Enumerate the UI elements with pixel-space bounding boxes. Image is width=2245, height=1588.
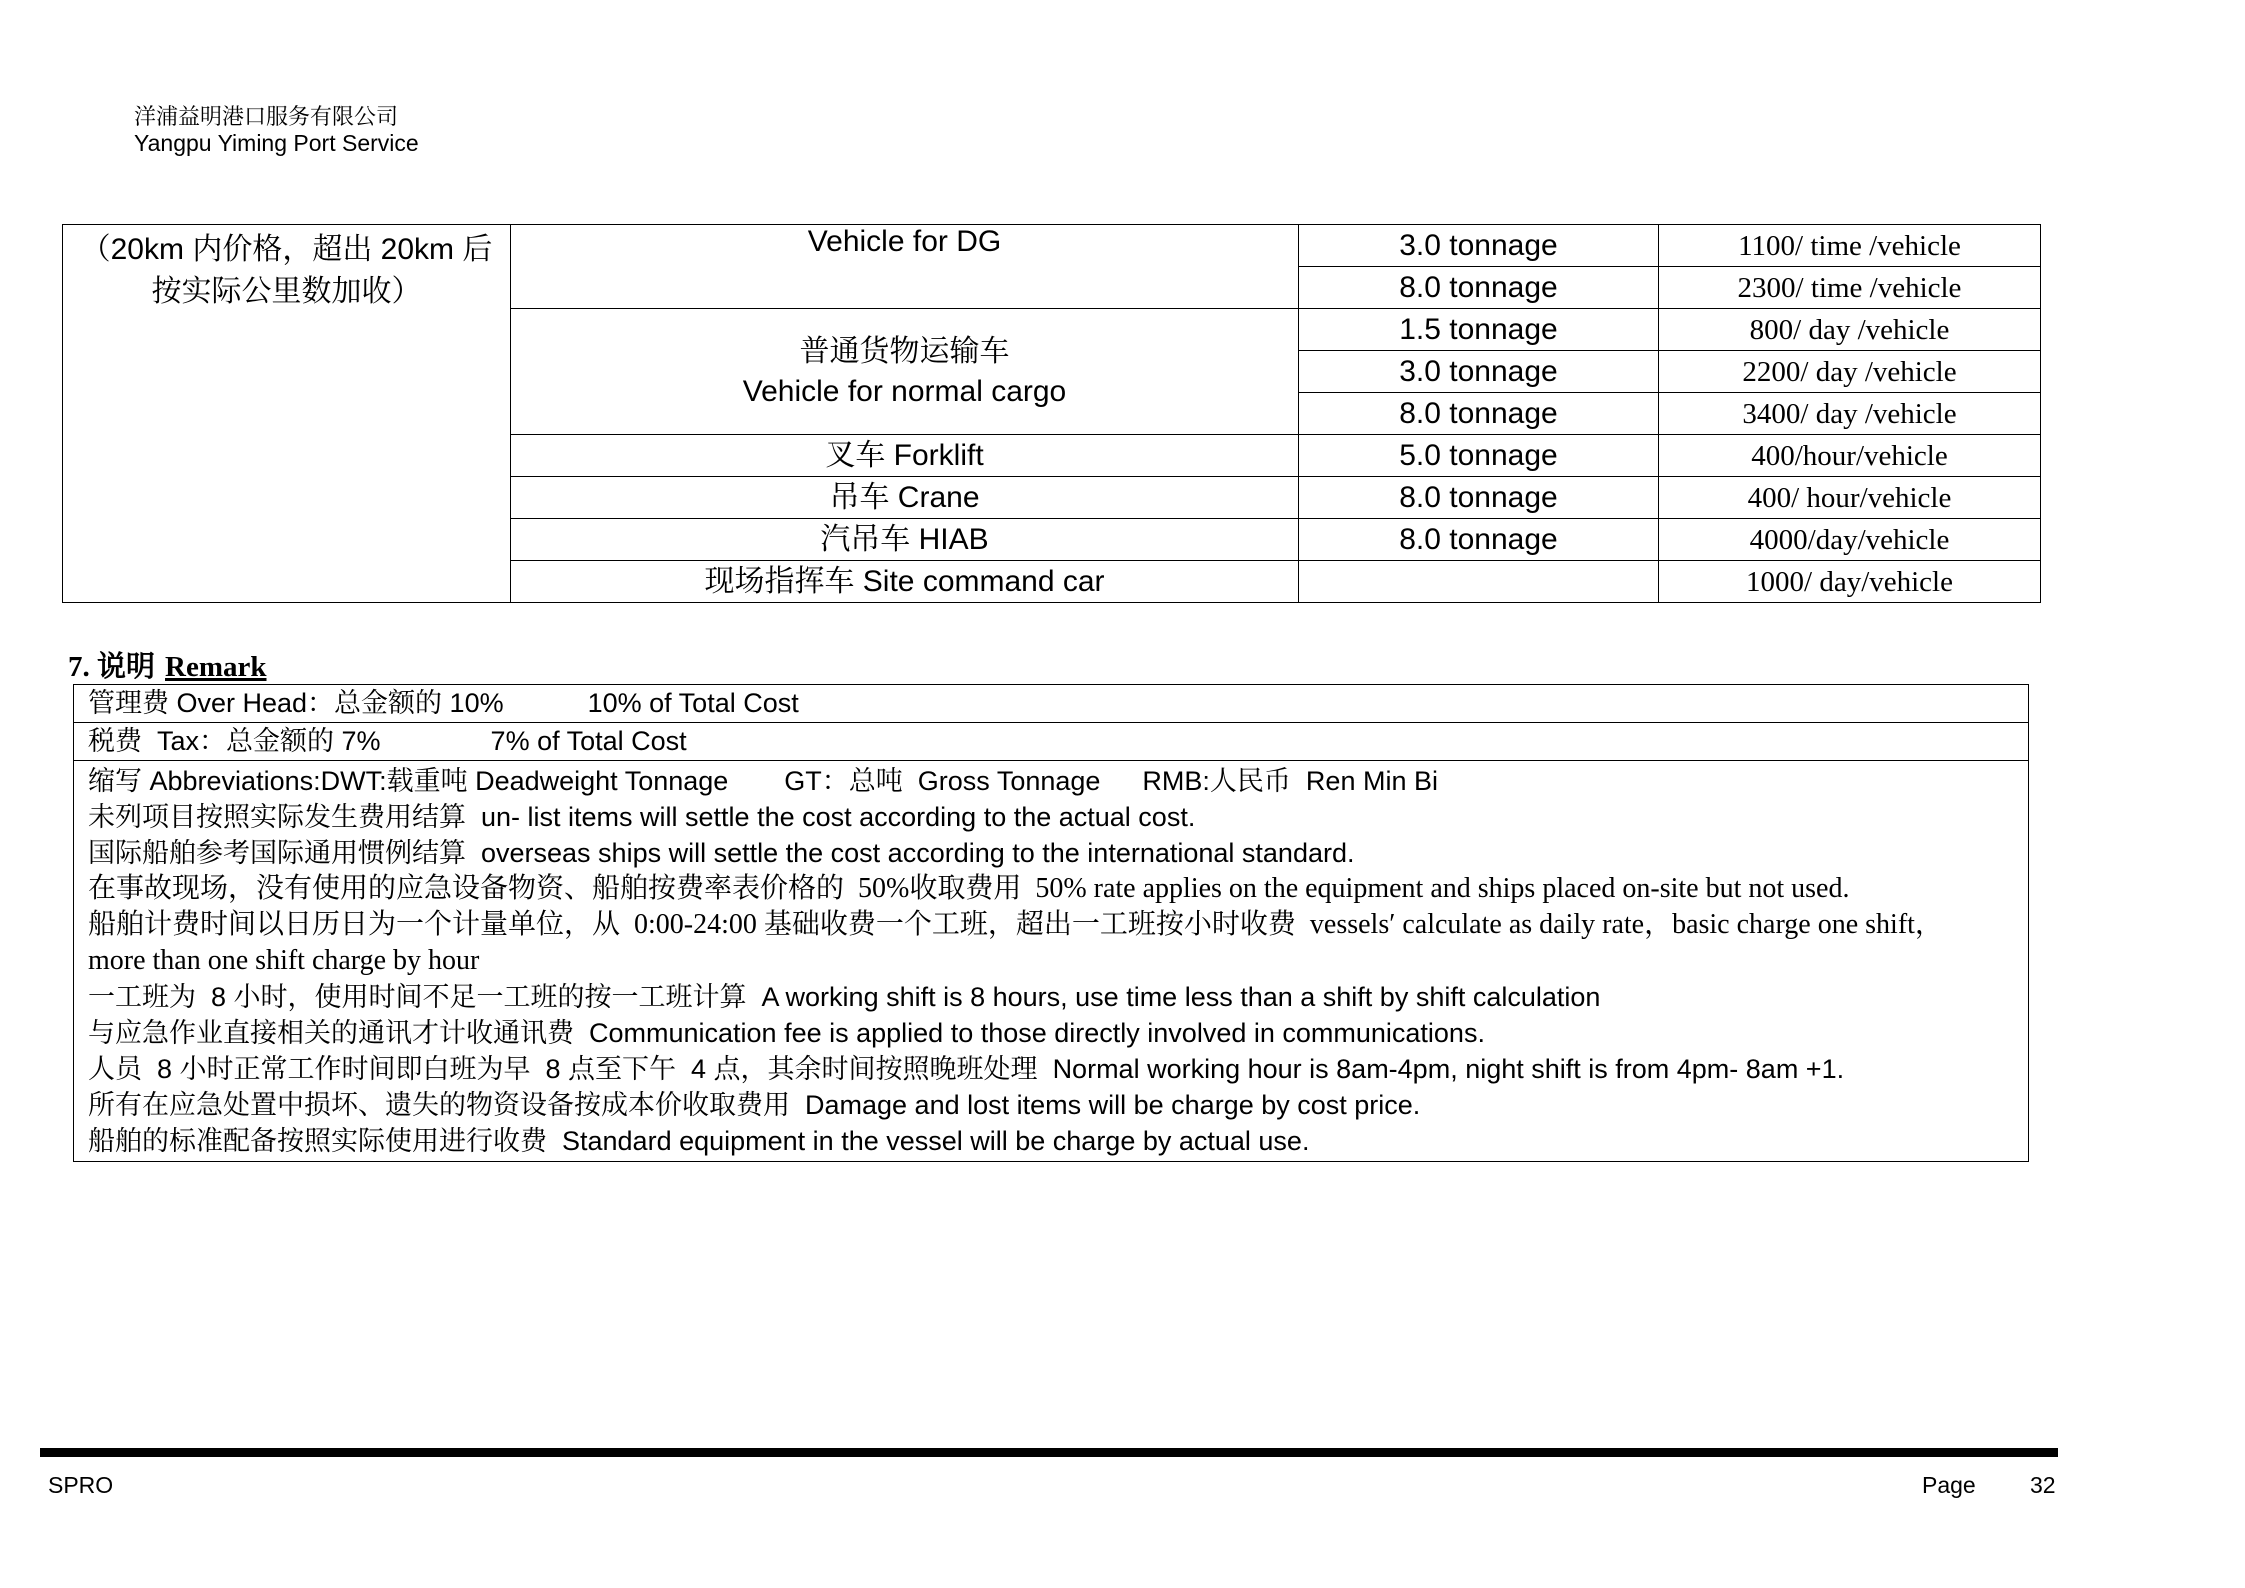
footer-divider (40, 1448, 2058, 1457)
note-line: 国际船舶参考国际通用惯例结算 overseas ships will settle the cost according to the international standard. (88, 838, 1355, 868)
footer-page-number: 32 (2030, 1472, 2056, 1498)
note-line: 未列项目按照实际发生费用结算 un- list items will settle the cost according to the actual cost. (88, 802, 1196, 832)
tax-label: 税费 Tax：总金额的 7% (88, 726, 381, 756)
table-row (63, 225, 2041, 267)
tonnage-cell: 8.0 tonnage (1299, 267, 1659, 309)
vehicle-normal-cargo-en: Vehicle for normal cargo (742, 374, 1067, 408)
overhead-value: 10% of Total Cost (587, 688, 799, 718)
table-row (74, 685, 2029, 723)
tonnage-cell: 1.5 tonnage (1299, 309, 1659, 351)
abbr-dwt: 缩写 Abbreviations:DWT:载重吨 Deadweight Tonnage (88, 766, 729, 796)
vehicle-rate-table (62, 224, 2041, 603)
vehicle-normal-cargo-cn: 普通货物运输车 (799, 334, 1010, 368)
distance-scope-note: （20km 内价格，超出 20km 后按实际公里数加收） (63, 225, 511, 603)
note-line: 所有在应急处置中损坏、遗失的物资设备按成本价收取费用 Damage and lost items will be charge by cost price. (88, 1090, 1421, 1120)
tonnage-cell: 8.0 tonnage (1299, 393, 1659, 435)
tax-cell (74, 723, 2029, 761)
rate-cell: 1000/ day/vehicle (1659, 561, 2041, 603)
rate-cell: 3400/ day /vehicle (1659, 393, 2041, 435)
vehicle-hiab: 汽吊车 HIAB (511, 519, 1299, 561)
tonnage-cell: 8.0 tonnage (1299, 519, 1659, 561)
rate-cell: 800/ day /vehicle (1659, 309, 2041, 351)
remark-number: 7. 说明 (68, 651, 156, 683)
table-row (74, 761, 2029, 1162)
abbr-rmb: RMB:人民币 Ren Min Bi (1142, 766, 1438, 796)
note-line: 船舶计费时间以日历日为一个计量单位，从 0:00-24:00 基础收费一个工班，超出一工班按小时收费 vessels′ calculate as daily rate，basic charge one shift， (88, 909, 1943, 940)
tonnage-cell: 3.0 tonnage (1299, 351, 1659, 393)
tonnage-cell: 5.0 tonnage (1299, 435, 1659, 477)
footer-page-label: Page (1922, 1472, 1976, 1498)
company-name-cn: 洋浦益明港口服务有限公司 (134, 105, 399, 130)
rate-cell: 400/hour/vehicle (1659, 435, 2041, 477)
note-line: 船舶的标准配备按照实际使用进行收费 Standard equipment in the vessel will be charge by actual use. (88, 1126, 1310, 1156)
rate-cell: 4000/day/vehicle (1659, 519, 2041, 561)
tax-value: 7% of Total Cost (490, 726, 687, 756)
note-line: 一工班为 8 小时，使用时间不足一工班的按一工班计算 A working shift is 8 hours, use time less than a shift by shift calculation (88, 982, 1601, 1012)
rate-cell: 1100/ time /vehicle (1659, 225, 2041, 267)
overhead-label: 管理费 Over Head：总金额的 10% (88, 688, 504, 718)
vehicle-crane: 吊车 Crane (511, 477, 1299, 519)
vehicle-dg-cell (511, 225, 1299, 309)
vehicle-forklift: 叉车 Forklift (511, 435, 1299, 477)
abbr-gt: GT：总吨 Gross Tonnage (784, 766, 1101, 796)
rate-cell: 2200/ day /vehicle (1659, 351, 2041, 393)
rate-cell: 400/ hour/vehicle (1659, 477, 2041, 519)
note-line: 与应急作业直接相关的通讯才计收通讯费 Communication fee is applied to those directly involved in communications. (88, 1018, 1485, 1048)
tonnage-cell: 8.0 tonnage (1299, 477, 1659, 519)
tonnage-cell (1299, 561, 1659, 603)
remark-title: Remark (165, 651, 267, 683)
notes-cell (74, 761, 2029, 1162)
tonnage-cell: 3.0 tonnage (1299, 225, 1659, 267)
vehicle-dg-label: Vehicle for DG (807, 225, 1002, 258)
vehicle-normal-cargo-cell (511, 309, 1299, 435)
footer-doc-code: SPRO (48, 1472, 114, 1498)
overhead-cell (74, 685, 2029, 723)
note-line: 人员 8 小时正常工作时间即白班为早 8 点至下午 4 点，其余时间按照晚班处理 Normal working hour is 8am-4pm, night shift is from 4pm- 8am +1. (88, 1054, 1845, 1084)
remark-table (73, 684, 2029, 1162)
remark-heading (68, 644, 267, 685)
vehicle-site-command-car: 现场指挥车 Site command car (511, 561, 1299, 603)
company-name-en: Yangpu Yiming Port Service (134, 130, 419, 156)
note-line: 在事故现场，没有使用的应急设备物资、船舶按费率表价格的 50%收取费用 50% rate applies on the equipment and ships placed on-site but not used. (88, 873, 1850, 904)
table-row (74, 723, 2029, 761)
abbreviations-line (88, 763, 2014, 799)
note-line: more than one shift charge by hour (88, 945, 480, 976)
rate-cell: 2300/ time /vehicle (1659, 267, 2041, 309)
